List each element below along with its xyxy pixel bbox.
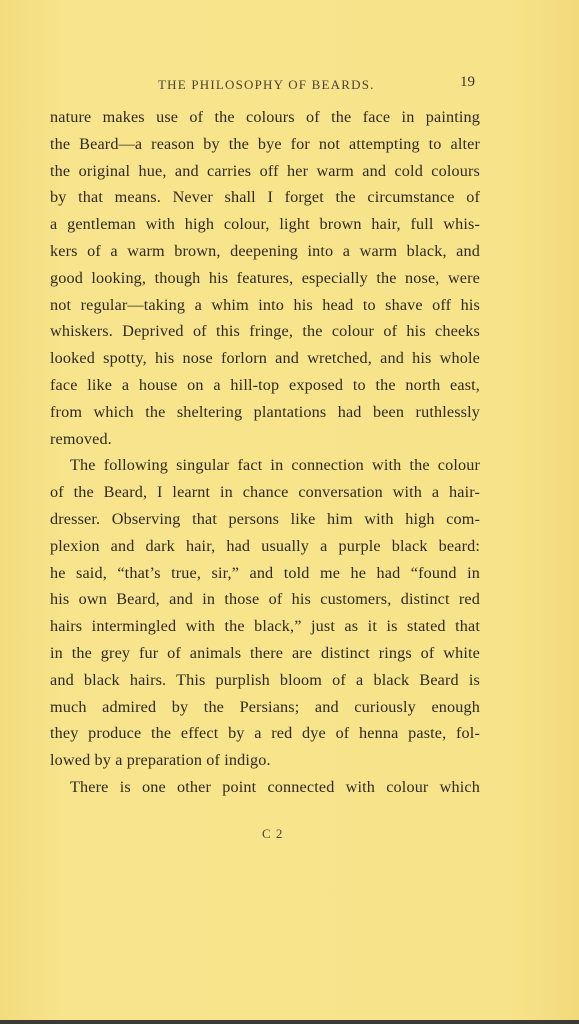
text-line: in the grey fur of animals there are distinct rings of white (50, 643, 480, 662)
page-header (0, 74, 579, 98)
text-line: nature makes use of the colours of the face in painting (50, 108, 480, 126)
text-line: the Beard—a reason by the bye for not attempting to alter (50, 134, 480, 153)
page-number: 19 (460, 74, 475, 90)
text-line: lowed by a preparation of indigo. (50, 751, 271, 770)
text-line: kers of a warm brown, deepening into a warm black, and (50, 241, 480, 260)
text-line: face like a house on a hill-top exposed to the north east, (50, 375, 480, 394)
text-line: not regular—taking a whim into his head to shave off his (50, 295, 480, 314)
text-line: good looking, though his features, especially the nose, were (50, 268, 480, 287)
text-line: dresser. Observing that persons like him with high com- (50, 509, 480, 528)
body-text (50, 104, 480, 801)
running-title: THE PHILOSOPHY OF BEARDS. (158, 77, 375, 92)
text-line: of the Beard, I learnt in chance conversation with a hair- (50, 483, 480, 502)
text-line: they produce the effect by a red dye of henna paste, fol- (50, 724, 480, 743)
text-line: his own Beard, and in those of his customers, distinct red (50, 590, 480, 609)
text-line: from which the sheltering plantations had been ruthlessly (50, 402, 480, 421)
text-line: and black hairs. This purplish bloom of a black Beard is (50, 670, 480, 689)
text-line: a gentleman with high colour, light brown hair, full whis- (50, 215, 480, 234)
text-line: he said, “that’s true, sir,” and told me he had “found in (50, 563, 480, 582)
text-line: by that means. Never shall I forget the circumstance of (50, 188, 480, 207)
text-line: The following singular fact in connection with the colour (70, 456, 480, 475)
text-line: looked spotty, his nose forlorn and wretched, and his whole (50, 349, 480, 368)
text-line: whiskers. Deprived of this fringe, the colour of his cheeks (50, 322, 480, 341)
text-line: removed. (50, 429, 112, 448)
text-line: There is one other point connected with colour which (70, 777, 480, 796)
text-line: hairs intermingled with the black,” just as it is stated that (50, 617, 480, 636)
page-bottom-edge (0, 1020, 579, 1024)
text-line: plexion and dark hair, had usually a purple black beard: (50, 536, 480, 555)
text-line: the original hue, and carries off her warm and cold colours (50, 161, 480, 180)
printer-signature-mark: C 2 (262, 826, 284, 841)
text-line: much admired by the Persians; and curiously enough (50, 697, 480, 716)
